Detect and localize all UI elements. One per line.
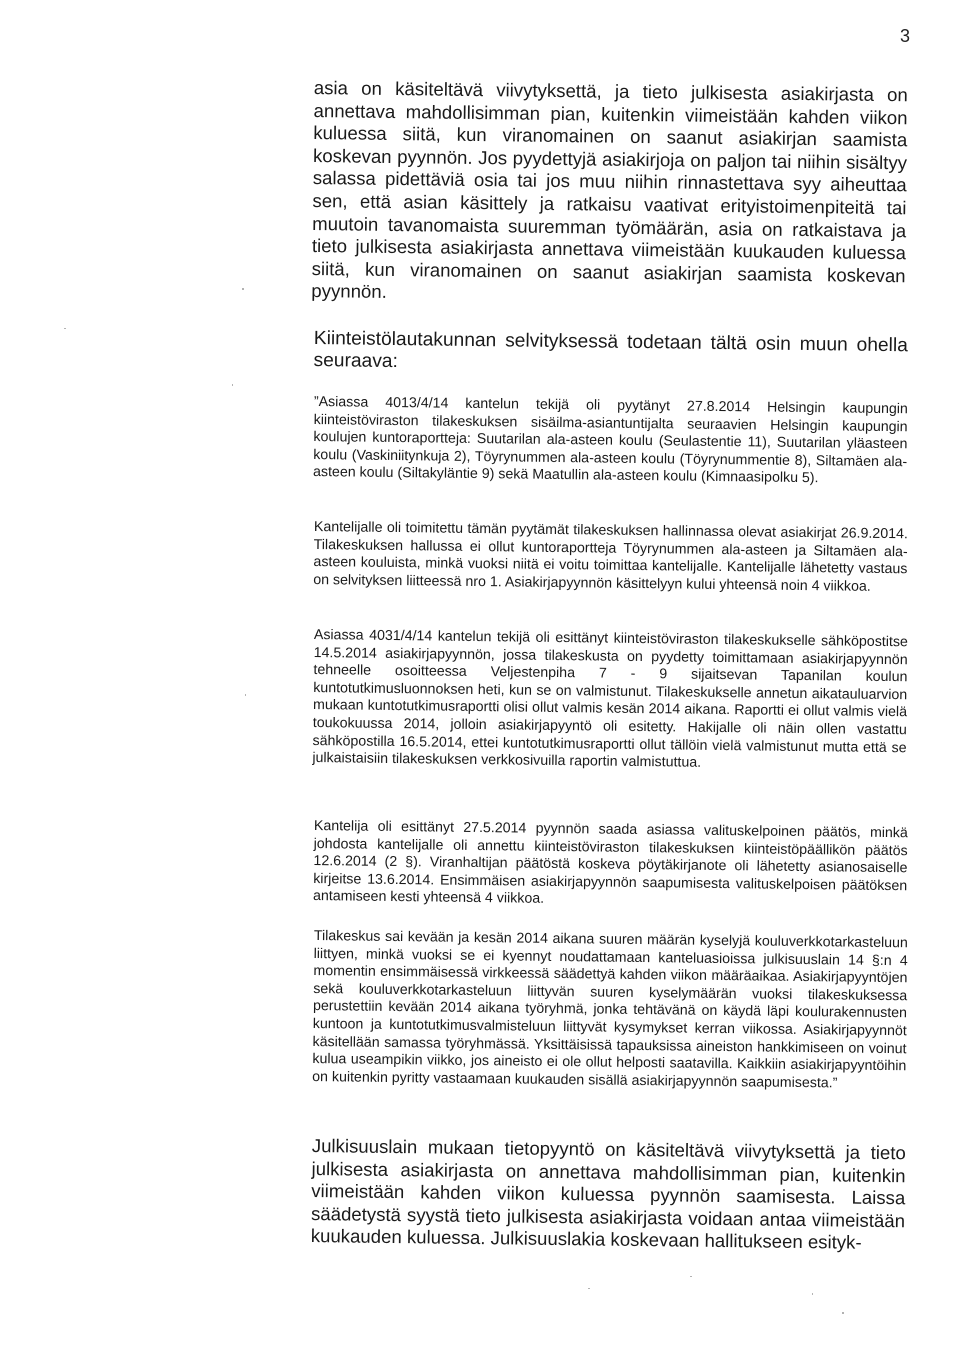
body-paragraph-processing-deadline: asia on käsiteltävä viivytyksettä, ja tieto julkisesta asiakirjasta on annettava mahdollisimman pian, kuitenkin viimeistään kahden viikon kuluessa siitä, kun viranomainen on saanut asiakirjan saamista koskevan pyynnön. Jos pyydettyjä asiakirjoja on paljon tai niihin sisältyy salassa pidettäviä osia tai jos muu niihin rinnastettava syy aiheuttaa sen, että asian käsittely ja ratkaisu vaativat erityistoimenpiteitä tai muutoin tavanomaista suuremman työmäärän, asia on ratkaistava ja tieto julkisesta asiakirjasta annettava viimeistään kuukauden kuluessa siitä, kun viranomainen on saanut asiakirjan saamista koskevan pyynnön. xyxy=(311,77,908,303)
quote-paragraph-case-4031: Asiassa 4031/4/14 kantelun tekijä oli esittänyt kiinteistöviraston tilakeskukselle sähköpostitse 14.5.2014 asiakirjapyynnön, jossa tilakeskusta on pyydetty toimittamaan asiakirjapyynnön tehneelle osoitteessa Veljestenpiha 7 - 9 sijaitsevan Tapanilan koulun kuntotutkimusluonnoksen heti, kun se on valmistunut. Tilakeskukselle annetun aikatauluarvion mukaan kuntotutkimusraportti olisi ollut valmis kesän 2014 aikana. Raportti ei ollut valmis vielä toukokuussa 2014, jolloin asiakirjapyyntö oli esitetty. Hakijalle oli näin ollen vastattu sähköpostilla 16.5.2014, ettei kuntotutkimusraportti ollut tällöin vielä valmistunut mutta että se julkaistaisiin tilakeskuksen verkkosivuilla raportin valmistuttua. xyxy=(312,627,908,771)
scan-speck xyxy=(232,384,233,386)
body-paragraph-board-statement-intro: Kiinteistölautakunnan selvityksessä todetaan tältä osin muun ohella seuraava: xyxy=(313,328,908,373)
quote-paragraph-working-group: Tilakeskus sai kevään ja kesän 2014 aikana suuren määrän kyselyjä kouluverkkotarkasteluun liittyen, minkä vuoksi se ei kyennyt noudattamaan kanteluasioissa julkisuuslain 14 §:n 4 momentin ensimmäisessä virkkeessä säädettyä kahden viikon määräaikaa. Asiakirjapyyntöjen sekä kouluverkkotarkasteluun liittyvän suuren kyselymäärän vuoksi tilakeskuksessa perustettiin kevään 2014 aikana työryhmä, jonka tehtävänä on käydä läpi koulurakennusten kuntoon ja kuntotutkimusvalmisteluun liittyvät kysymykset kerran viikossa. Asiakirjapyynnöt käsitellään samassa työryhmässä. Yksittäisissä tapauksissa aineiston hankkimiseen on voinut kulua useampikin viikko, jos aineisto ei ole ollut helposti saatavilla. Kaikkiin asiakirjapyyntöihin on kuitenkin pyritty vastaamaan kuukauden sisällä asiakirjapyynnön saapumisesta.” xyxy=(312,928,908,1092)
quote-paragraph-case-4013: ”Asiassa 4013/4/14 kantelun tekijä oli pyytänyt 27.8.2014 Helsingin kaupungin kiinteistöviraston tilakeskuksen sisäilma-asiantuntijalta seuraavien Helsingin kaupungin koulujen kuntoraportteja: Suutarilan ala-asteen koulu (Seulastentie 11), Suutarilan yläasteen koulu (Vaskiniitynkuja 2), Töyrynummen ala-asteen koulu (Töyrynummentie 8), Siltamäen ala-asteen koulu (Siltakyläntie 9) sekä Maatullin ala-asteen koulu (Kimnaasipolku 5). xyxy=(312,394,908,487)
quote-paragraph-appealable-decision: Kantelija oli esittänyt 27.5.2014 pyynnön saada asiassa valituskelpoinen päätös, minkä johdosta kantelijalle oli annettu kiinteistöviraston tilakeskuksen kiinteistöpäällikön päätös 12.6.2014 (2 §). Viranhaltijan päätöstä koskeva pöytäkirjanote oli lähetetty asianosaiselle kirjeitse 13.6.2014. Ensimmäisen asiakirjapyynnön saapumisesta valituskelpoisen päätöksen antamiseen kesti yhteensä 4 viikkoa. xyxy=(312,818,908,908)
scan-speck xyxy=(588,1288,590,1289)
body-paragraph-publicity-act: Julkisuuslain mukaan tietopyyntö on käsiteltävä viivytyksettä ja tieto julkisesta asiakirjasta on annettava mahdollisimman pian, kuitenkin viimeistään kahden viikon kuluessa pyynnön saamisesta. Laissa säädetystä syystä tieto julkisesta asiakirjasta voidaan antaa viimeistään kuukauden kuluessa. Julkisuuslakia koskevaan hallitukseen esityk- xyxy=(310,1135,906,1254)
page-number: 3 xyxy=(899,26,910,46)
scan-speck xyxy=(245,694,246,696)
scan-speck xyxy=(242,288,244,290)
quote-paragraph-documents-delivered: Kantelijalle oli toimitettu tämän pyytämät tilakeskuksen hallinnassa olevat asiakirjat 26.9.2014. Tilakeskuksen hallussa ei ollut kuntoraportteja Töyrynummen ala-asteen ja Siltamäen ala-asteen kouluista, minkä vuoksi niitä ei voitu toimittaa kantelijalle. Kantelijalle lähetetty vastaus on selvityksen liitteessä nro 1. Asiakirjapyynnön käsittelyyn kului yhteensä noin 4 viikkoa. xyxy=(313,519,908,595)
scan-speck xyxy=(690,1276,692,1277)
scan-speck xyxy=(64,328,66,329)
scan-speck xyxy=(812,1293,813,1295)
scan-speck xyxy=(842,1312,844,1314)
